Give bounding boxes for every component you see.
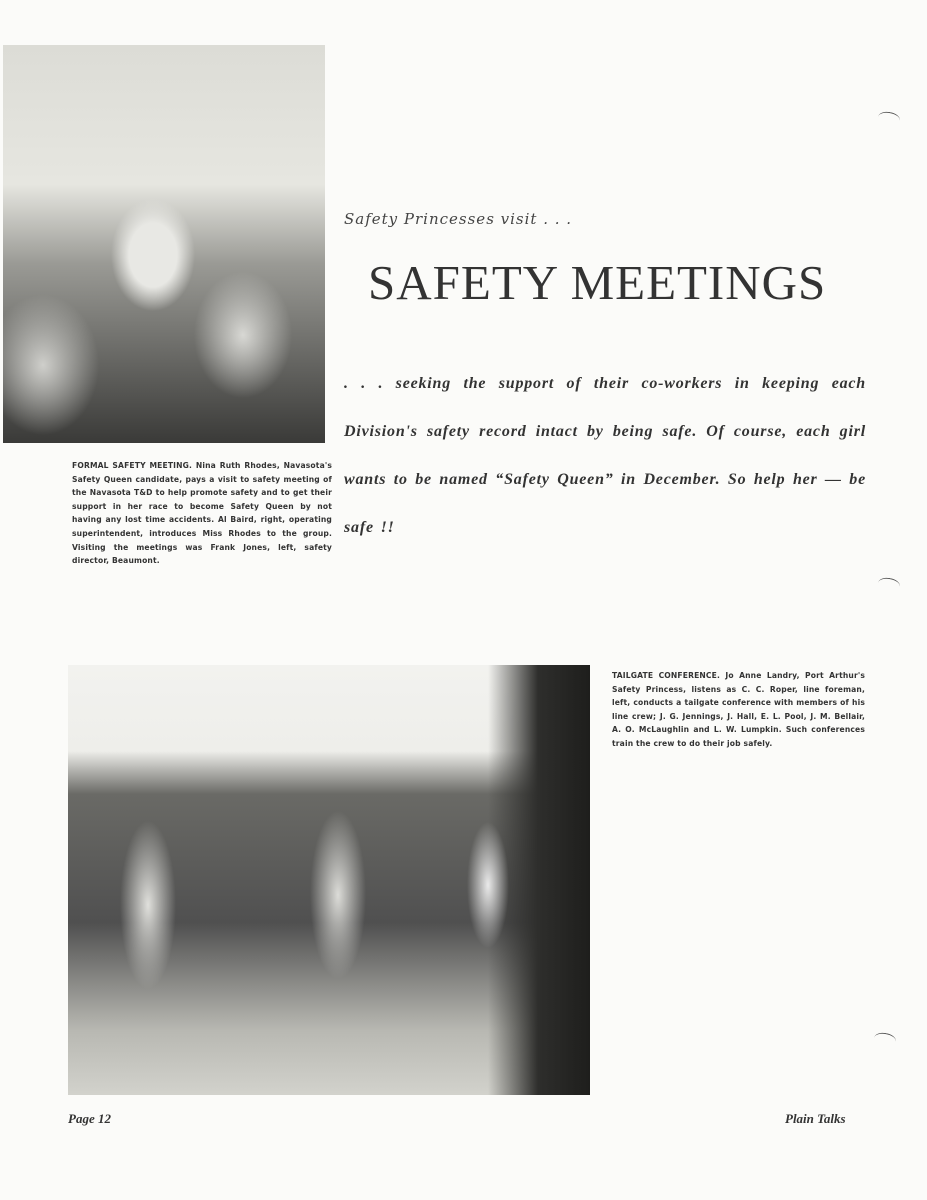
article-title: SAFETY MEETINGS [368,255,827,310]
caption-heading: TAILGATE CONFERENCE. [612,671,721,680]
safety-meeting-caption [72,459,332,568]
publication-name: Plain Talks [785,1111,846,1126]
binder-hole-mark [877,110,901,127]
tailgate-conference-caption [612,669,865,751]
article-kicker: Safety Princesses visit . . . [344,210,573,228]
safety-meeting-photo [3,45,325,443]
caption-text: Nina Ruth Rhodes, Navasota's Safety Queen candidate, pays a visit to safety meeting of the Navasota T&D to help promote safety and to get their support in her race to become Safety Queen by not having any lost time accidents. Al Baird, right, operating superintendent, introduces Miss Rhodes to the group. Visiting the meetings was Frank Jones, left, safety director, Beaumont. [72,461,333,566]
page-number: Page 12 [68,1111,111,1126]
caption-heading: FORMAL SAFETY MEETING. [72,461,193,470]
binder-hole-mark [873,1031,897,1048]
caption-text: Jo Anne Landry, Port Arthur's Safety Princess, listens as C. C. Roper, line foreman, left, conducts a tailgate conference with members of his line crew; J. G. Jennings, J. Hall, E. L. Pool, J. M. Bellair, A. O. McLaughlin and L. W. Lumpkin. Such conferences train the crew to do their job safely. [612,671,865,748]
binder-hole-mark [877,576,901,593]
tailgate-conference-photo [68,665,590,1095]
article-intro: . . . seeking the support of their co-workers in keeping each Division's safety record intact by being safe. Of course, each girl wants to be named “Safety Queen” in December. So help her — be safe !! [344,375,866,536]
